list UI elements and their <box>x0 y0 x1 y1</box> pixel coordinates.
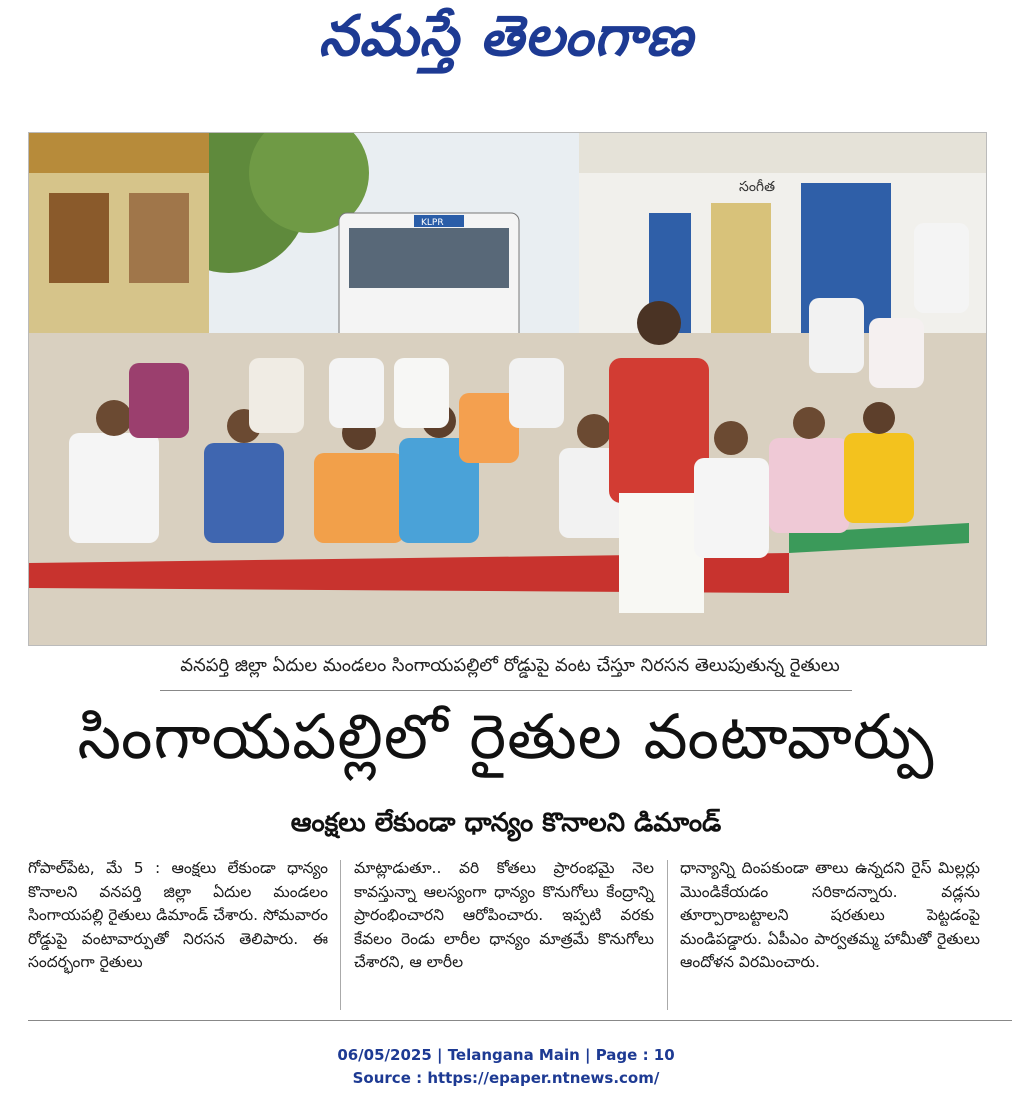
footer-source-link[interactable]: Source : https://epaper.ntnews.com/ <box>352 1069 660 1087</box>
photo-caption: వనపర్తి జిల్లా ఏదుల మండలం సింగాయపల్లిలో రోడ్డుపై వంట చేస్తూ నిరసన తెలుపుతున్న రైతులు <box>180 655 840 676</box>
article-headline: సింగాయపల్లిలో రైతుల వంటావార్పు <box>77 700 935 773</box>
column-divider <box>340 860 341 1010</box>
masthead-logo: నమస్తే తెలంగాణ <box>318 4 694 69</box>
article-column-3: ధాన్యాన్ని దింపకుండా తాలు ఉన్నదని రైస్ మిల్లర్లు మొండికేయడం సరికాదన్నారు. వడ్లను తూర్పారాబట్టాలని షరతులు పెట్టడంపై మండిపడ్డారు. ఏపీఎం పార్వతమ్మ హామీతో రైతులు ఆందోళన విరమించారు. <box>680 859 980 971</box>
shop-sign: సంగీత <box>739 179 775 195</box>
footer-divider <box>28 1020 1012 1021</box>
article-subheadline: ఆంక్షలు లేకుండా ధాన్యం కొనాలని డిమాండ్ <box>290 808 722 838</box>
article-column-1: గోపాల్‌పేట, మే 5 : ఆంక్షలు లేకుండా ధాన్యం కొనాలని వనపర్తి జిల్లా ఏదుల మండలం సింగాయపల్లి రైతులు డిమాండ్ చేశారు. సోమవారం రోడ్డుపై వంటావార్పుతో నిరసన తెలిపారు. ఈ సందర్భంగా రైతులు <box>28 859 328 971</box>
column-divider <box>667 860 668 1010</box>
footer-edition-info: 06/05/2025 | Telangana Main | Page : 10 <box>337 1046 675 1064</box>
article-column-2: మాట్లాడుతూ.. వరి కోతలు ప్రారంభమై నెల కావస్తున్నా ఆలస్యంగా ధాన్యం కొనుగోలు కేంద్రాన్ని ప్రారంభించారని ఆరోపించారు. ఇప్పటి వరకు కేవలం రెండు లారీల ధాన్యం మాత్రమే కొనుగోలు చేశారని, ఆ లారీల <box>354 859 654 971</box>
bus-sign: KLPR <box>421 218 444 228</box>
caption-divider <box>160 690 852 691</box>
news-photo <box>28 132 987 646</box>
